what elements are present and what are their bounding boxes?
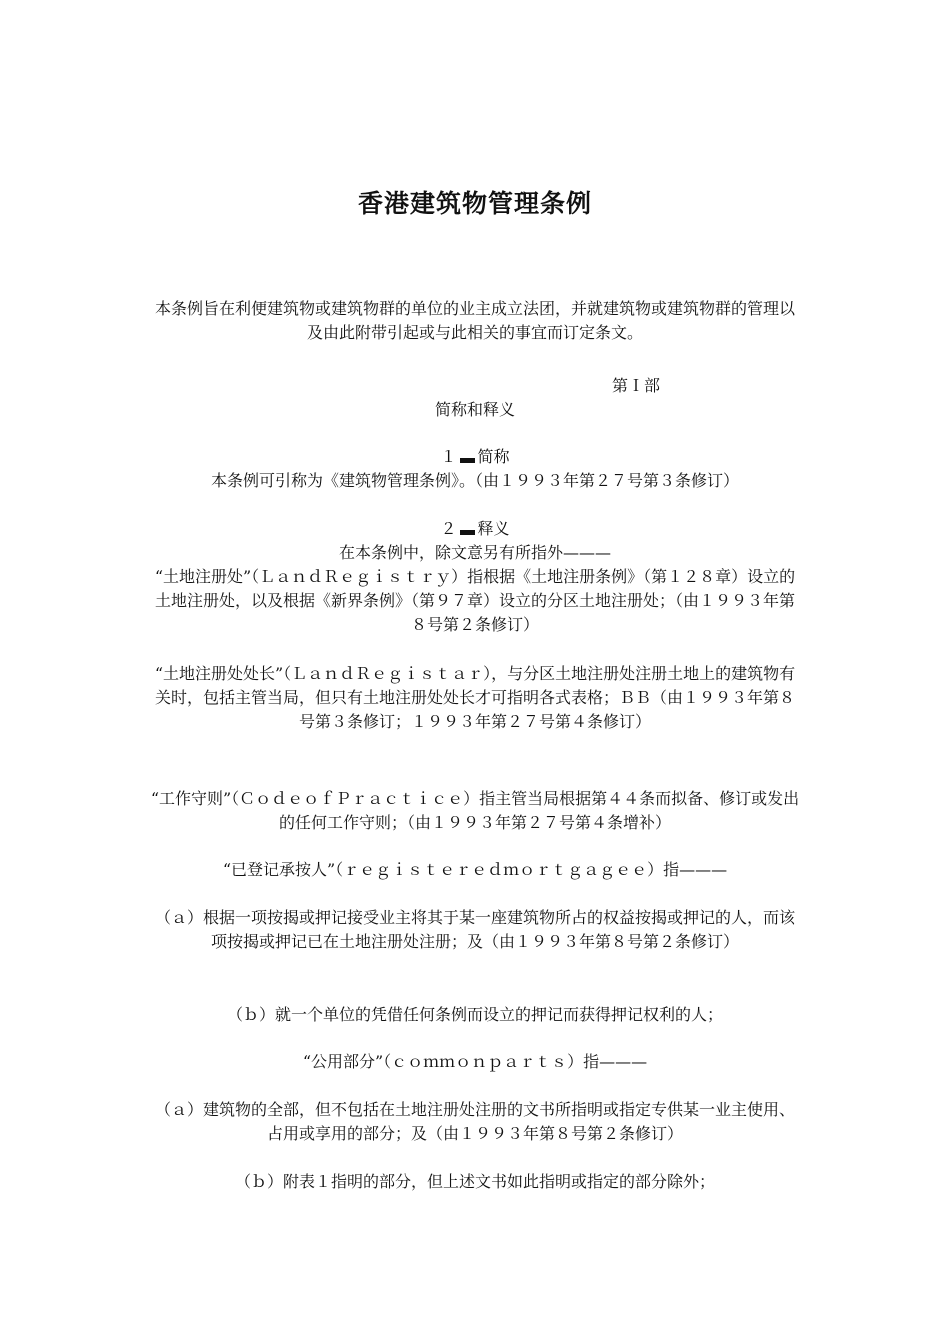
definition-mortgagee-clause-a: （ａ）根据一项按揭或押记接受业主将其于某一座建筑物所占的权益按揭或押记的人，而该项按揭或押记已在土地注册处注册；及（由１９９３年第８号第２条修订） xyxy=(154,908,795,951)
section-2-heading: 释义 xyxy=(477,519,510,538)
definition-common-parts-clause-b: （ｂ）附表１指明的部分，但上述文书如此指明或指定的部分除外； xyxy=(234,1172,715,1191)
definition-common-parts: “公用部分”（ｃｏｍｍｏｎｐａｒｔｓ）指——— xyxy=(302,1052,648,1071)
definition-registered-mortgagee: “已登记承按人”（ｒｅｇｉｓｔｅｒｅｄｍｏｒｔｇａｇｅｅ）指——— xyxy=(222,860,728,879)
document-title: 香港建筑物管理条例 xyxy=(357,189,592,218)
section-2-intro: 在本条例中，除文意另有所指外——— xyxy=(338,543,611,562)
section-2-number: ２ xyxy=(440,519,457,538)
part-label: 第Ｉ部 xyxy=(612,376,661,395)
preamble: 本条例旨在利便建筑物或建筑物群的单位的业主成立法团，并就建筑物或建筑物群的管理以及由此附带引起或与此相关的事宜而订定条文。 xyxy=(154,299,795,342)
section-1-number: １ xyxy=(440,447,457,466)
section-1-heading-line xyxy=(148,445,802,469)
section-1-body: 本条例可引称为《建筑物管理条例》。（由１９９３年第２７号第３条修订） xyxy=(210,471,739,490)
definition-land-registry: “土地注册处”（ＬａｎｄＲｅｇｉｓｔｒｙ）指根据《土地注册条例》（第１２８章）设立的土地注册处，以及根据《新界条例》（第９７章）设立的分区土地注册处；（由１９９３年第８号第２条修订） xyxy=(154,567,796,634)
part-heading: 简称和释义 xyxy=(434,400,515,419)
section-mark-icon xyxy=(460,458,475,463)
definition-mortgagee-clause-b: （ｂ）就一个单位的凭借任何条例而设立的押记而获得押记权利的人； xyxy=(226,1005,723,1024)
definition-land-registrar: “土地注册处处长”（ＬａｎｄＲｅｇｉｓｔａｒ），与分区土地注册处注册土地上的建筑物有关时，包括主管当局，但只有土地注册处处长才可指明各式表格；ＢＢ（由１９９３年第８号第３条修订；１９９３年第２７号第４条修订） xyxy=(154,664,796,731)
definition-code-of-practice: “工作守则”（ＣｏｄｅｏｆＰｒａｃｔｉｃｅ）指主管当局根据第４４条而拟备、修订或发出的任何工作守则；（由１９９３年第２７号第４条增补） xyxy=(150,789,800,832)
section-1-heading: 简称 xyxy=(477,447,510,466)
definition-common-parts-clause-a: （ａ）建筑物的全部，但不包括在土地注册处注册的文书所指明或指定专供某一业主使用、占用或享用的部分；及（由１９９３年第８号第２条修订） xyxy=(154,1100,795,1143)
section-2-heading-line xyxy=(148,517,802,541)
section-mark-icon xyxy=(460,530,475,535)
